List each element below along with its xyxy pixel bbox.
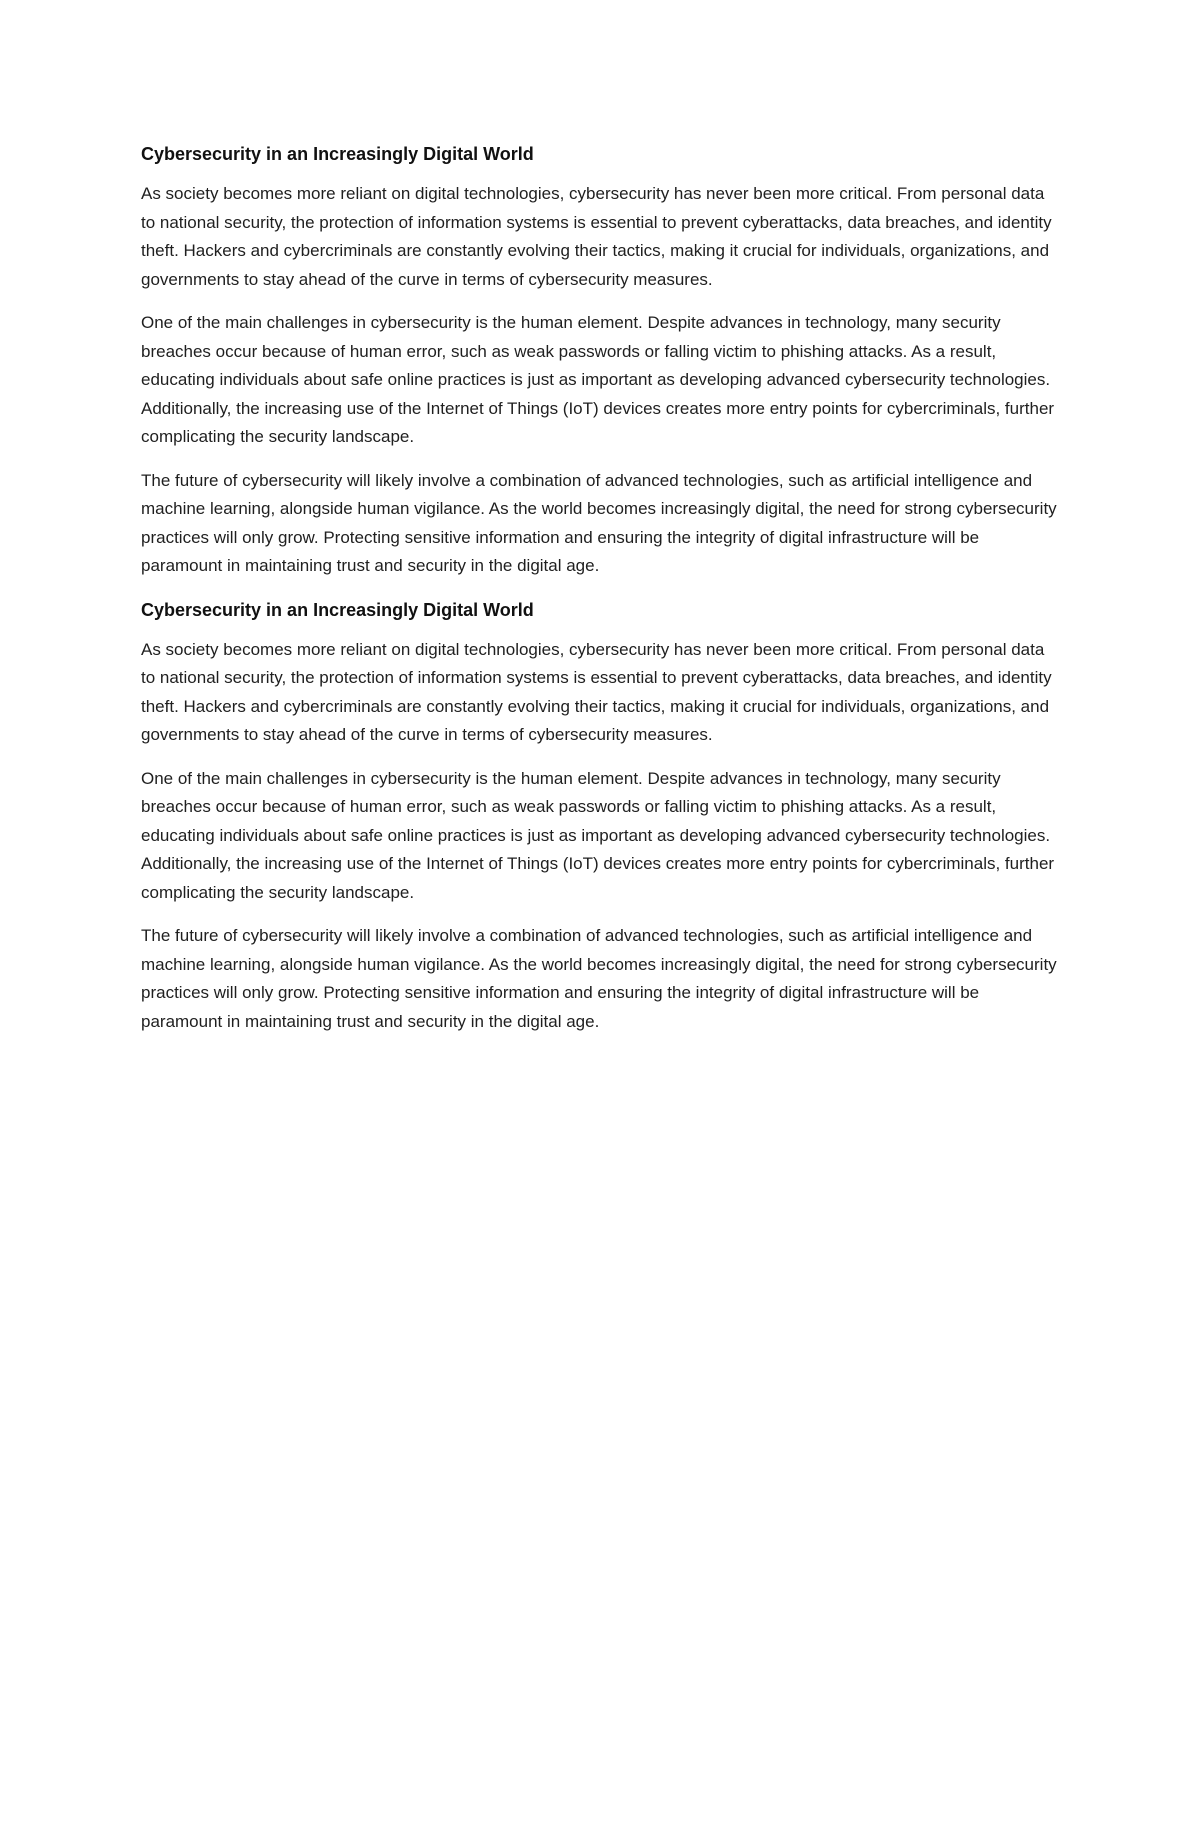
document-section bbox=[141, 140, 1061, 581]
body-paragraph: As society becomes more reliant on digital technologies, cybersecurity has never been more critical. From personal data to national security, the protection of information systems is essential to prevent cyberattacks, data breaches, and identity theft. Hackers and cybercriminals are constantly evolving their tactics, making it crucial for individuals, organizations, and governments to stay ahead of the curve in terms of cybersecurity measures. bbox=[141, 184, 1052, 289]
body-paragraph: As society becomes more reliant on digital technologies, cybersecurity has never been more critical. From personal data to national security, the protection of information systems is essential to prevent cyberattacks, data breaches, and identity theft. Hackers and cybercriminals are constantly evolving their tactics, making it crucial for individuals, organizations, and governments to stay ahead of the curve in terms of cybersecurity measures. bbox=[141, 639, 1052, 744]
body-paragraph: One of the main challenges in cybersecurity is the human element. Despite advances in technology, many security breaches occur because of human error, such as weak passwords or falling victim to phishing attacks. As a result, educating individuals about safe online practices is just as important as developing advanced cybersecurity technologies. Additionally, the increasing use of the Internet of Things (IoT) devices creates more entry points for cybercriminals, further complicating the security landscape. bbox=[141, 768, 1055, 902]
section-heading: Cybersecurity in an Increasingly Digital World bbox=[141, 144, 534, 164]
body-paragraph: The future of cybersecurity will likely involve a combination of advanced technologies, such as artificial intelligence and machine learning, alongside human vigilance. As the world becomes increasingly digital, the need for strong cybersecurity practices will only grow. Protecting sensitive information and ensuring the integrity of digital infrastructure will be paramount in maintaining trust and security in the digital age. bbox=[141, 470, 1057, 575]
body-paragraph: One of the main challenges in cybersecurity is the human element. Despite advances in technology, many security breaches occur because of human error, such as weak passwords or falling victim to phishing attacks. As a result, educating individuals about safe online practices is just as important as developing advanced cybersecurity technologies. Additionally, the increasing use of the Internet of Things (IoT) devices creates more entry points for cybercriminals, further complicating the security landscape. bbox=[141, 313, 1055, 446]
body-paragraph: The future of cybersecurity will likely involve a combination of advanced technologies, such as artificial intelligence and machine learning, alongside human vigilance. As the world becomes increasingly digital, the need for strong cybersecurity practices will only grow. Protecting sensitive information and ensuring the integrity of digital infrastructure will be paramount in maintaining trust and security in the digital age. bbox=[141, 926, 1057, 1031]
document-section bbox=[141, 596, 1061, 1037]
section-heading: Cybersecurity in an Increasingly Digital World bbox=[141, 599, 534, 620]
document-body bbox=[141, 140, 1061, 1051]
